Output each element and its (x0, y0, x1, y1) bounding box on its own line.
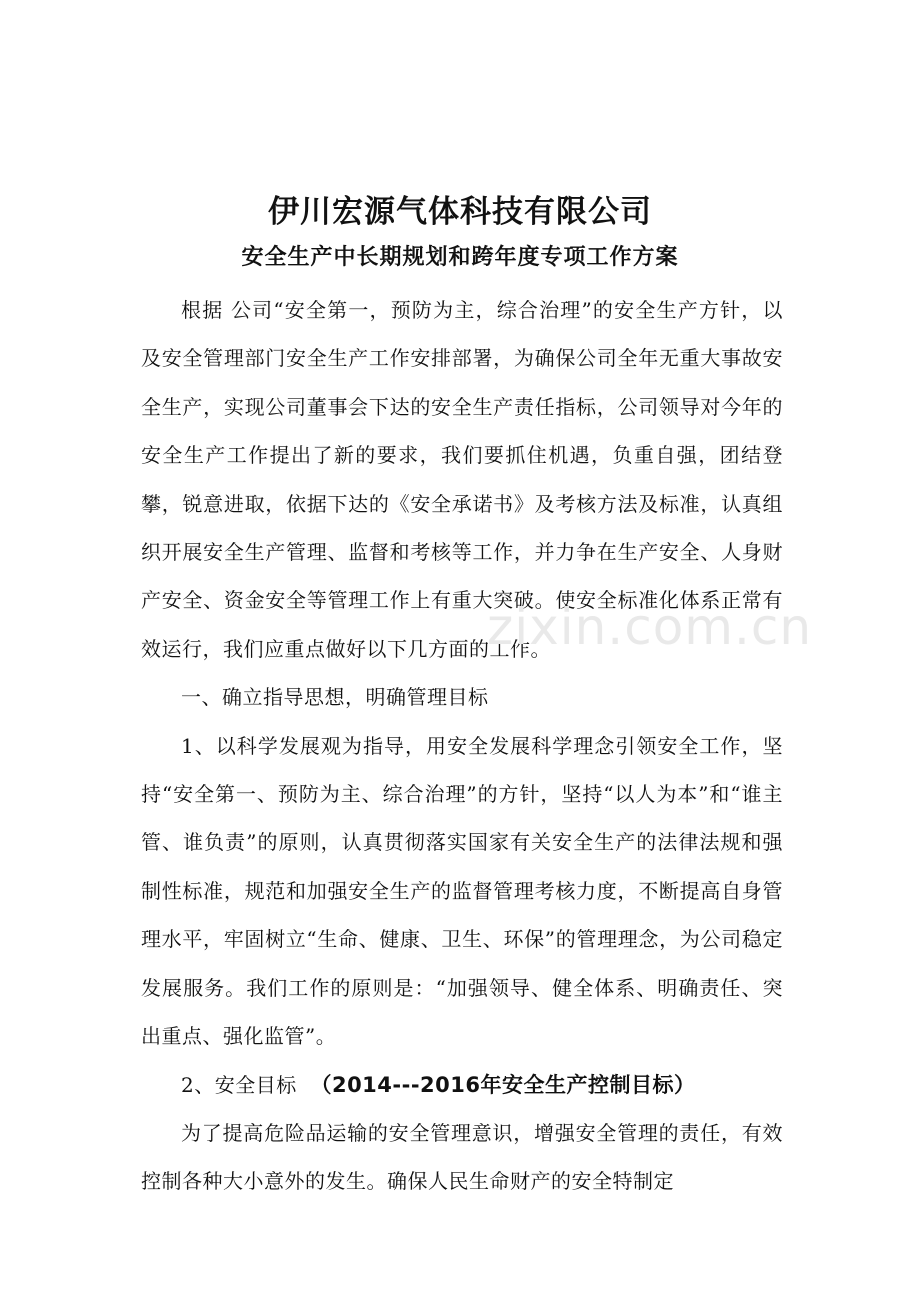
section-2-bold-title: （2014---2016年安全生产控制目标） (310, 1072, 696, 1097)
watermark-text: zixin.com.cn (487, 598, 813, 656)
section-2-prefix: 2、安全目标 (181, 1072, 311, 1097)
final-paragraph: 为了提高危险品运输的安全管理意识，增强安全管理的责任，有效控制各种大小意外的发生。确保人民生命财产的安全特制定 (141, 1120, 783, 1194)
document-body (141, 286, 783, 1206)
section-heading-2 (141, 1061, 783, 1109)
section-heading-1: 一、确立指导思想，明确管理目标 (181, 685, 489, 710)
company-title: 伊川宏源气体科技有限公司 (268, 194, 652, 230)
document-subtitle: 安全生产中长期规划和跨年度专项工作方案 (241, 245, 679, 270)
intro-paragraph: 根据 公司“安全第一，预防为主，综合治理”的安全生产方针，以及安全管理部门安全生产工作安排部署，为确保公司全年无重大事故安全生产，实现公司董事会下达的安全生产责任指标，公司领导对今年的安全生产工作提出了新的要求，我们要抓住机遇，负重自强，团结登攀，锐意进取，依据下达的《安全承诺书》及考核方法及标准，认真组织开展安全生产管理、监督和考核等工作，并力争在生产安全、人身财产安全、资金安全等管理工作上有重大突破。使安全标准化体系正常有效运行，我们应重点做好以下几方面的工作。 (141, 298, 783, 661)
guideline-paragraph: 1、以科学发展观为指导，用安全发展科学理念引领安全工作，坚持“安全第一、预防为主、综合治理”的方针，坚持“以人为本”和“谁主管、谁负责”的原则，认真贯彻落实国家有关安全生产的法律法规和强制性标准，规范和加强安全生产的监督管理考核力度，不断提高自身管理水平，牢固树立“生命、健康、卫生、环保”的管理理念，为公司稳定发展服务。我们工作的原则是：“加强领导、健全体系、明确责任、突出重点、强化监管”。 (141, 733, 783, 1049)
